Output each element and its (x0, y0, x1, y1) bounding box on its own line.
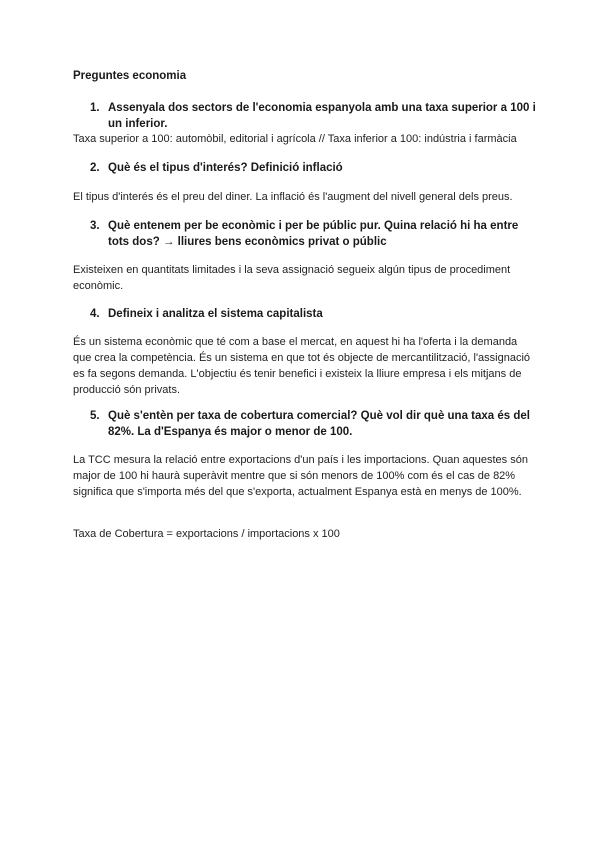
answer-1: Taxa superior a 100: automòbil, editorial i agrícola // Taxa inferior a 100: indústria i farmàcia (73, 133, 517, 145)
question-3 (90, 218, 540, 250)
answer-5: La TCC mesura la relació entre exportacions d'un país i les importacions. Quan aquestes són major de 100 hi haurà superàvit mentre que si són menors de 100% com és el cas de 82% significa que s'importa més del que s'exporta, actualment Espanya està en menys de 100%. (73, 454, 528, 498)
question-text: Defineix i analitza el sistema capitalista (108, 308, 323, 320)
document-title: Preguntes economia (73, 70, 187, 82)
answer-3: Existeixen en quantitats limitades i la seva assignació segueix algún tipus de procediment econòmic. (73, 264, 511, 292)
formula: Taxa de Cobertura = exportacions / importacions x 100 (73, 528, 340, 540)
question-1 (90, 100, 540, 132)
question-text: Què entenem per be econòmic i per be públic pur. Quina relació hi ha entre tots dos? → lliures bens econòmics privat o públic (108, 220, 519, 248)
question-number: 5. (90, 410, 100, 422)
question-number: 2. (90, 162, 100, 174)
question-text: Què s'entèn per taxa de cobertura comercial? Què vol dir què una taxa és del 82%. La d'Espanya és major o menor de 100. (108, 410, 530, 438)
answer-4: És un sistema econòmic que té com a base el mercat, en aquest hi ha l'oferta i la demanda que crea la competència. És un sistema en que tot és objecte de mercantilització, l'assignació es fa segons demanda. L'objectiu és tenir benefici i existeix la lliure empresa i els mitjans de producció són privats. (73, 336, 531, 396)
question-5 (90, 408, 540, 440)
answer-2: El tipus d'interés és el preu del diner. La inflació és l'augment del nivell general dels preus. (73, 191, 513, 203)
question-number: 4. (90, 308, 100, 320)
question-2 (90, 160, 540, 176)
question-number: 3. (90, 220, 100, 232)
question-number: 1. (90, 102, 100, 114)
question-4 (90, 306, 540, 322)
question-text: Què és el tipus d'interés? Definició inflació (108, 162, 343, 174)
question-text: Assenyala dos sectors de l'economia espanyola amb una taxa superior a 100 i un inferior. (108, 102, 536, 130)
